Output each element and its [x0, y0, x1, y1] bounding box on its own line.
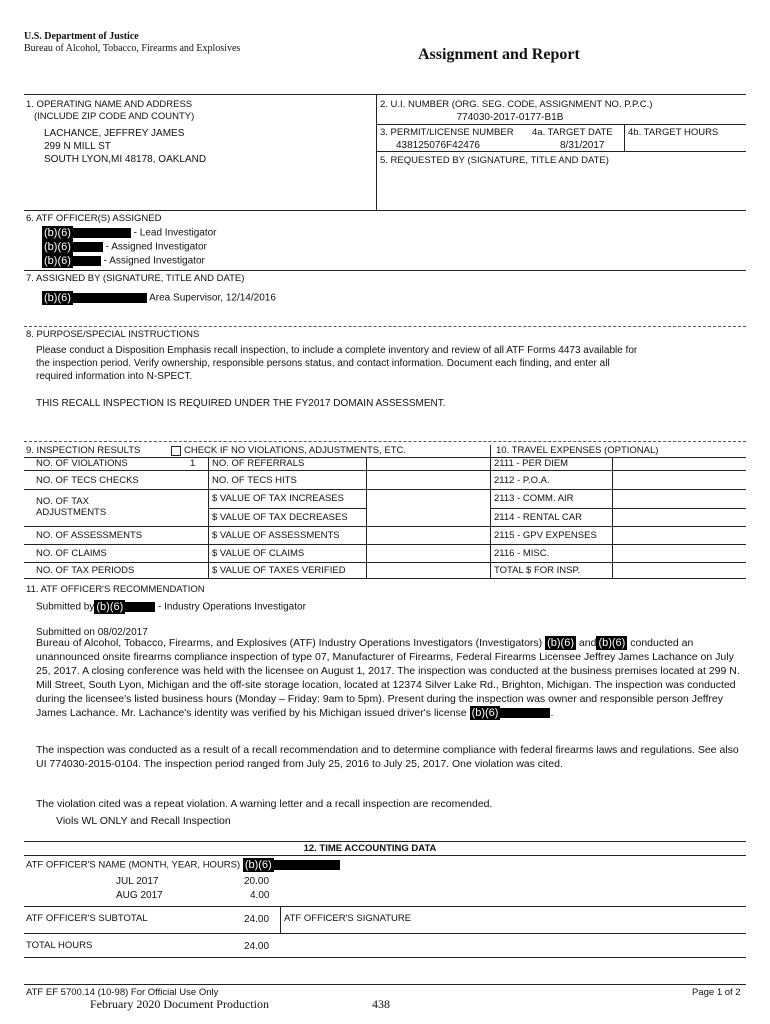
divider [24, 94, 746, 95]
s3-label: 3. PERMIT/LICENSE NUMBER [380, 127, 514, 138]
no-violations-checkbox[interactable] [171, 446, 181, 456]
s11-label: 11. ATF OFFICER'S RECOMMENDATION [26, 584, 205, 595]
narrative-paragraph-1: Bureau of Alcohol, Tobacco, Firearms, and Explosives (ATF) Industry Operations Investigators (Investigators) (b)(6) and (b)(6) conducted an unannounced onsite firearms compliance inspection of type 07, Manufacturer of Firearms, Federal Firearms Licensee Jeffrey James Lachance on July 25, 2017. A closing conference was held with the licensee on August 1, 2017. The inspection was conducted at the business premises located at 299 N. Mill Street, South Lyon, Michigan and the off-site storage location, located at 12374 Silver Lake Rd., Brighton, Michigan. The inspection was conducted during the licensee's listed business hours (Monday – Friday: 9am to 5pm). Present during the inspection was owner and responsible person Jeffrey James Lachance. Mr. Lachance's identity was verified by his Michigan issued driver's license (b)(6) . [36, 637, 740, 720]
s6-label: 6. ATF OFFICER(S) ASSIGNED [26, 213, 162, 224]
tax-increases-label: $ VALUE OF TAX INCREASES [212, 493, 344, 504]
month-aug: AUG 2017 [116, 890, 163, 901]
target-hours-label: 4b. TARGET HOURS [628, 127, 719, 138]
officer-row-1: (b)(6) - Lead Investigator [44, 227, 217, 239]
s1-label: 1. OPERATING NAME AND ADDRESS [26, 99, 193, 110]
narrative-paragraph-2: The inspection was conducted as a result of a recall recommendation and to determine compliance with federal firearms laws and regulations. See also UI 774030-2015-0104. The inspection period ranged from July 25, 2016 to July 25, 2017. One violation was cited. [36, 744, 739, 770]
taxes-verified-label: $ VALUE OF TAXES VERIFIED [212, 565, 346, 576]
operator-name: LACHANCE, JEFFREY JAMES [44, 128, 185, 139]
claims-value-label: $ VALUE OF CLAIMS [212, 548, 305, 559]
assessments-value-label: $ VALUE OF ASSESSMENTS [212, 530, 340, 541]
tecs-checks-label: NO. OF TECS CHECKS [36, 475, 139, 486]
s9-label: 9. INSPECTION RESULTS [26, 445, 141, 456]
redaction: (b)(6) [471, 707, 499, 720]
total-hours-value: 24.00 [244, 941, 270, 952]
redaction: (b)(6) [547, 637, 574, 650]
subtotal-label: ATF OFFICER'S SUBTOTAL [26, 913, 148, 924]
violations-value: 1 [190, 458, 196, 469]
instructions-line-2: the inspection period. Verify ownership, responsible persons status, and contact information. Document each finding, and enter all [36, 358, 610, 369]
month-jul: JUL 2017 [116, 876, 159, 887]
check-label: CHECK IF NO VIOLATIONS, ADJUSTMENTS, ETC. [184, 445, 407, 456]
submitted-by: Submitted by (b)(6) - Industry Operations Investigator [36, 601, 306, 613]
travel-poa: 2112 - P.O.A. [494, 475, 550, 486]
hours-aug: 4.00 [250, 890, 270, 901]
travel-per-diem: 2111 - PER DIEM [494, 458, 569, 469]
signature-label: ATF OFFICER'S SIGNATURE [284, 913, 412, 924]
officer-row-3: (b)(6) - Assigned Investigator [44, 255, 205, 267]
s1-sublabel: (INCLUDE ZIP CODE AND COUNTY) [34, 111, 195, 122]
instructions-line-1: Please conduct a Disposition Emphasis recall inspection, to include a complete inventory and review of all ATF Forms 4473 available for [36, 345, 638, 356]
s2-label: 2. U.I. NUMBER (ORG. SEG. CODE, ASSIGNMENT NO. P.P.C.) [380, 99, 653, 110]
subtotal-value: 24.00 [244, 914, 270, 925]
instructions-line-4: THIS RECALL INSPECTION IS REQUIRED UNDER THE FY2017 DOMAIN ASSESSMENT. [36, 398, 446, 409]
tax-adj-label-2: ADJUSTMENTS [36, 507, 107, 518]
s12-label: 12. TIME ACCOUNTING DATA [303, 843, 437, 854]
operator-city: SOUTH LYON,MI 48178, OAKLAND [44, 154, 207, 165]
submitted-on: Submitted on 08/02/2017 [36, 627, 148, 638]
tax-decreases-label: $ VALUE OF TAX DECREASES [212, 512, 348, 523]
ui-number: 774030-2017-0177-B1B [456, 112, 564, 123]
bureau-name: Bureau of Alcohol, Tobacco, Firearms and Explosives [24, 43, 241, 54]
s10-label: 10. TRAVEL EXPENSES (OPTIONAL) [496, 445, 659, 456]
permit-number: 438125076F42476 [396, 140, 480, 151]
tax-periods-label: NO. OF TAX PERIODS [36, 565, 135, 576]
claims-label: NO. OF CLAIMS [36, 548, 107, 559]
target-date: 8/31/2017 [560, 140, 605, 151]
travel-comm-air: 2113 - COMM. AIR [494, 493, 574, 504]
s7-label: 7. ASSIGNED BY (SIGNATURE, TITLE AND DATE) [26, 273, 245, 284]
form-number: ATF EF 5700.14 (10-98) For Official Use Only [26, 987, 219, 998]
form-title: Assignment and Report [418, 46, 580, 63]
referrals-label: NO. OF REFERRALS [212, 458, 305, 469]
operator-street: 299 N MILL ST [44, 141, 111, 152]
redaction: (b)(6) [96, 601, 124, 613]
production-stamp: February 2020 Document Production [90, 997, 269, 1011]
bates-number: 438 [372, 997, 390, 1011]
assigned-by: (b)(6) Area Supervisor, 12/14/2016 [44, 292, 276, 304]
hours-jul: 20.00 [244, 876, 270, 887]
tecs-hits-label: NO. OF TECS HITS [212, 475, 297, 486]
travel-gpv: 2115 - GPV EXPENSES [494, 530, 597, 541]
travel-misc: 2116 - MISC. [494, 548, 550, 559]
instructions-line-3: required information into N-SPECT. [36, 371, 193, 382]
s5-label: 5. REQUESTED BY (SIGNATURE, TITLE AND DATE) [380, 155, 609, 166]
travel-rental-car: 2114 - RENTAL CAR [494, 512, 582, 523]
dept-name: U.S. Department of Justice [24, 31, 139, 42]
narrative-paragraph-4: Viols WL ONLY and Recall Inspection [56, 815, 231, 827]
narrative-paragraph-3: The violation cited was a repeat violation. A warning letter and a recall inspection are recomended. [36, 798, 493, 810]
travel-total: TOTAL $ FOR INSP. [494, 565, 581, 576]
officer-row-2: (b)(6) - Assigned Investigator [44, 241, 207, 253]
page-number: Page 1 of 2 [692, 987, 741, 998]
redaction: (b)(6) [44, 255, 71, 267]
redaction: (b)(6) [44, 292, 71, 304]
s8-label: 8. PURPOSE/SPECIAL INSTRUCTIONS [26, 329, 200, 340]
redaction: (b)(6) [598, 637, 626, 650]
assessments-label: NO. OF ASSESSMENTS [36, 530, 143, 541]
target-date-label: 4a. TARGET DATE [532, 127, 613, 138]
officer-name-label: ATF OFFICER'S NAME (MONTH, YEAR, HOURS) (b)(6) [26, 858, 340, 872]
total-hours-label: TOTAL HOURS [26, 940, 93, 951]
violations-label: NO. OF VIOLATIONS [36, 458, 128, 469]
redaction: (b)(6) [44, 241, 71, 253]
tax-adj-label-1: NO. OF TAX [36, 496, 89, 507]
redaction: (b)(6) [44, 227, 71, 239]
redaction: (b)(6) [244, 859, 272, 871]
